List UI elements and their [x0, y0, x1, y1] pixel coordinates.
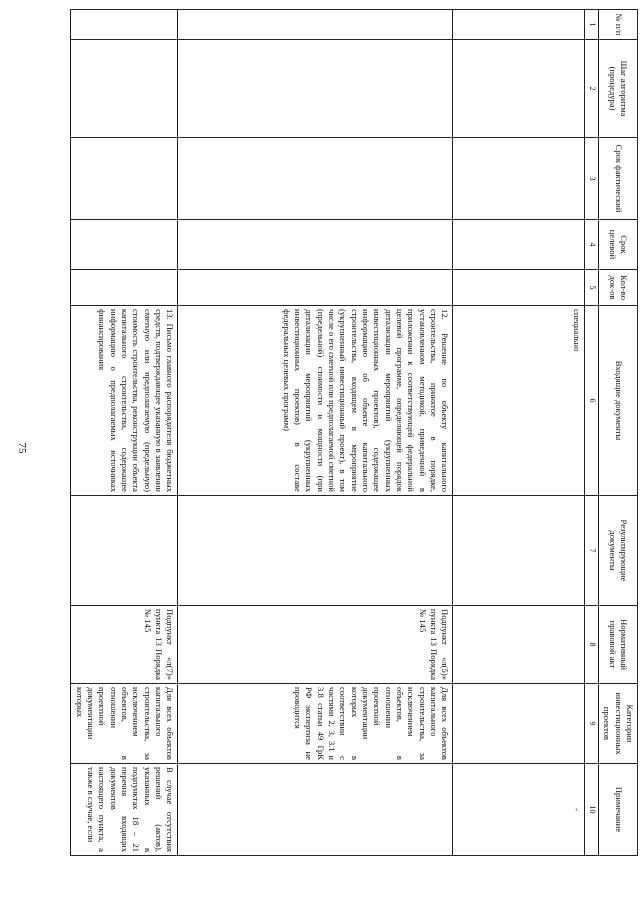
header-cell: Кол-во док-ов	[598, 270, 637, 306]
project-category-cell: Для всех объектов капитального строительства, за исключением объектов, в отношении проектной документации которых в соответствии с частями 2, 3, 3.1 и 3.8 статьи 49 ГрК РФ экспертиза не проводится	[178, 684, 453, 764]
procedure-table	[70, 9, 638, 856]
legal-act-cell: Подпункт «л(5)» пункта 13 Порядка № 145	[178, 606, 453, 684]
header-cell: № п/п	[598, 10, 637, 40]
header-cell: Нормативный правовой акт	[598, 606, 637, 684]
column-number: 3	[585, 138, 599, 220]
note-cell: В случае отсутствия решений (актов), указанных в подпунктах 18 – 21 перечня входящих документов настоящего пункта, а также в случае, если	[71, 764, 178, 856]
incoming-document-cell: 13. Письмо главного распорядителя бюджетных средств, подтверждающее указанную в заявлении сметную или предполагаемую (предельную) стоимость строительства, реконструкции объекта капитального строительства, содержащее информацию о предполагаемых источниках финансирования	[71, 306, 178, 496]
column-number-row	[585, 10, 599, 856]
header-cell: Результирующие документы	[598, 496, 637, 606]
header-cell: Примечание	[598, 764, 637, 856]
column-number: 1	[585, 10, 599, 40]
legal-act-cell: Подпункт «л(7)» пункта 13 Порядка № 145	[71, 606, 178, 684]
column-number: 2	[585, 40, 599, 138]
note-cell: -	[453, 764, 585, 856]
page-number: 75	[16, 442, 28, 454]
table-row	[178, 10, 453, 856]
rotated-table-container	[58, 9, 638, 855]
column-number: 4	[585, 220, 599, 270]
column-number: 9	[585, 684, 599, 764]
column-number: 8	[585, 606, 599, 684]
header-cell: Срок фактический	[598, 138, 637, 220]
project-category-cell: Для всех объектов капитального строительства, за исключением объектов, в отношении проектной документации которых	[71, 684, 178, 764]
header-cell: Категории инвестиционных проектов	[598, 684, 637, 764]
incoming-document-cell: специально	[453, 306, 585, 496]
table-row	[453, 10, 585, 856]
header-cell: Срок целевой	[598, 220, 637, 270]
column-number: 7	[585, 496, 599, 606]
column-number: 6	[585, 306, 599, 496]
table-row	[71, 10, 178, 856]
header-cell: Входящие документы	[598, 306, 637, 496]
incoming-document-cell: 12. Решение по объекту капитального строительства, принятое в порядке, установленном методикой, приведенной в приложении к соответствующей федеральной целевой программе, определяющей порядок детализации мероприятий (укрупненных инвестиционных проектов), содержащее информацию об объекте капитального строительства, входящем в мероприятие (укрупненный инвестиционный проект), в том числе о его сметной или предполагаемой сметной (предельной) стоимости и мощности (при детализации мероприятий (укрупненных инвестиционных проектов) в составе федеральных целевых программ)	[178, 306, 453, 496]
header-cell: Шаг алгоритма (процедура)	[598, 40, 637, 138]
header-row	[598, 10, 637, 856]
column-number: 5	[585, 270, 599, 306]
column-number: 10	[585, 764, 599, 856]
